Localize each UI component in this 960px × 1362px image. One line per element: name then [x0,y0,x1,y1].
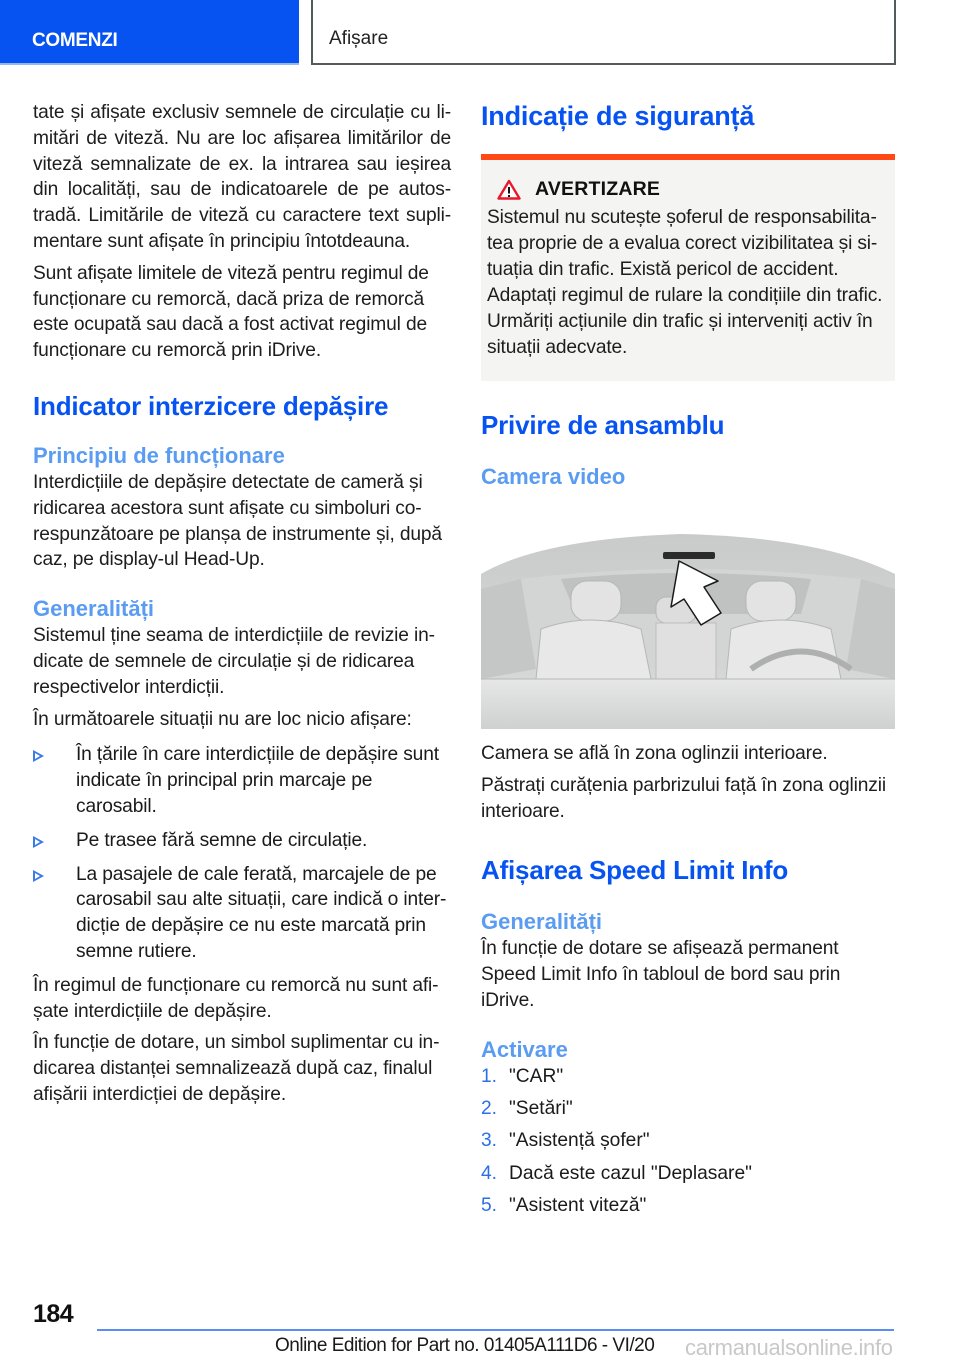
subsection-heading: Camera video [481,464,626,489]
car-interior-illustration [481,519,895,729]
subsection-heading: Generalități [33,596,155,622]
warning-header [497,178,889,201]
paragraph: În funcție de dotare se afișează permanent Speed Limit Info în tabloul de bord sau prin iDrive. [481,938,841,1011]
paragraph: Sistemul ține seama de interdicțiile de revizie in-dicate de semnele de circulație și de ridicarea respectivelor interdicții. [33,625,435,698]
list-item: Pe trasee fără semne de circulație. [33,828,451,854]
paragraph: În următoarele situații nu are loc nicio afișare: [33,708,412,730]
triangle-bullet-icon [33,870,44,882]
steps-list [481,1064,895,1219]
triangle-bullet-icon [33,750,44,762]
step-item: 1. "CAR" [481,1065,564,1087]
edition-label: Online Edition for Part no. 01405A111D6 - VI/20 [275,1335,655,1356]
bullet-list [33,742,451,964]
section-heading: Privire de ansamblu [481,410,725,440]
right-column [481,100,895,1225]
list-item: La pasajele de cale ferată, marcajele de pe carosabil sau alte situații, care indică o inter-dicție de depășire ce nu este marcată prin semne rutiere. [33,862,451,965]
footer-divider [97,1329,894,1331]
subsection-heading: Principiu de funcționare [33,442,285,468]
section-heading: Afișarea Speed Limit Info [481,855,789,886]
step-item: 4. Dacă este cazul "Deplasare" [481,1162,752,1184]
subsection-heading: Generalități [481,909,603,935]
paragraph: tate și afișate exclusiv semnele de circulație cu li-mitări de viteză. Nu are loc afișarea limitărilor de viteză semnalizate de ex. la intrarea sau ieșirea din localități, sau de indicatoarele de pe autos-tradă. Limitările de viteză cu caractere text supli-mentare sunt afișate în principiu întotdeauna. [33,102,451,252]
step-item: 2. "Setări" [481,1098,573,1120]
paragraph: Interdicțiile de depășire detectate de cameră și ridicarea acestora sunt afișate cu simboluri co-respunzătoare pe planșa de instrumente și, după caz, pe display-ul Head-Up. [33,471,442,571]
section-heading: Indicator interzicere depășire [33,390,389,421]
left-column [33,100,451,1114]
topic-tab [311,0,896,65]
section-title: COMENZI [32,30,118,51]
triangle-bullet-icon [33,836,44,848]
step-item: 5. "Asistent viteză" [481,1194,647,1216]
list-item: În țările în care interdicțiile de depășire sunt indicate în principal prin marcaje pe carosabil. [33,742,451,819]
section-tab [0,0,299,65]
warning-box [481,154,895,381]
paragraph: În funcție de dotare, un simbol suplimentar cu in-dicarea distanței semnalizează după caz, finalul afișării interdicției de depășire. [33,1032,440,1105]
paragraph: Păstrați curățenia parbrizului față în zona oglinzii interioare. [481,774,886,822]
watermark[interactable]: carmanualsonline.info [685,1335,893,1360]
paragraph: Camera se află în zona oglinzii interioare. [481,743,828,764]
warning-text: Sistemul nu scutește șoferul de responsabilita-tea proprie de a evalua corect vizibilitatea și si-tuația din trafic. Există pericol de accident. Adaptați regimul de rulare la condițiile din trafic. Urmăriți acțiunile din trafic și interveniți activ în situații adecvate. [487,207,883,358]
warning-triangle-icon [497,179,521,200]
page-number: 184 [33,1300,74,1328]
subsection-heading: Activare [481,1036,568,1062]
paragraph: Sunt afișate limitele de viteză pentru regimul de funcționare cu remorcă, dacă priza de remorcă este ocupată sau dacă a fost activat regimul de funcționare cu remorcă prin iDrive. [33,262,429,362]
step-item: 3. "Asistență șofer" [481,1130,650,1152]
section-heading: Indicație de siguranță [481,101,755,131]
warning-title: AVERTIZARE [535,178,661,200]
topic-title: Afișare [329,28,389,49]
car-interior-camera-figure [481,519,895,729]
paragraph: În regimul de funcționare cu remorcă nu sunt afi-șate interdicțiile de depășire. [33,974,439,1022]
